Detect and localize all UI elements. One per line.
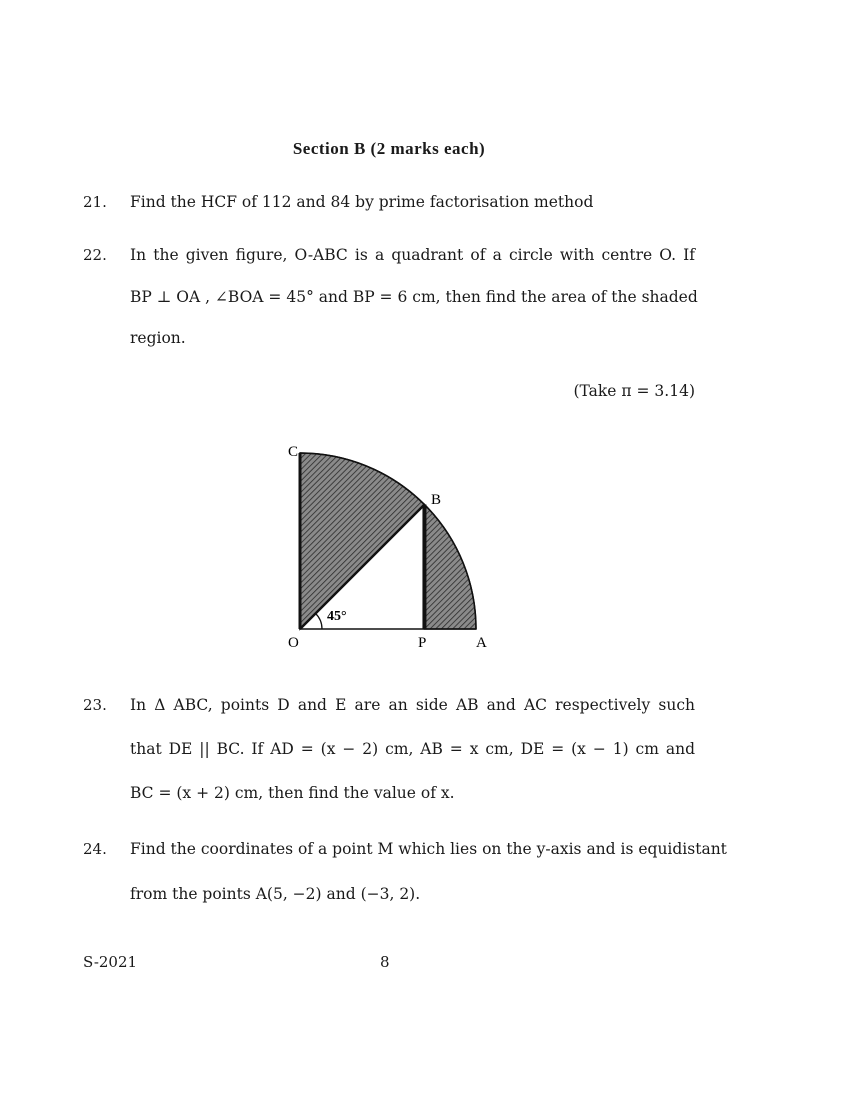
question-23-line-2: that DE || BC. If AD = (x − 2) cm, AB = x cm, DE = (x − 1) cm and — [130, 740, 695, 758]
pi-note: (Take π = 3.14) — [573, 382, 695, 400]
footer-page-number: 8 — [380, 953, 390, 971]
question-23-line-1: In Δ ABC, points D and E are an side AB and AC respectively such — [130, 696, 695, 714]
question-22-line-2: BP ⊥ OA , ∠BOA = 45° and BP = 6 cm, then find the area of the shaded — [130, 288, 698, 306]
question-23-line-3: BC = (x + 2) cm, then find the value of x. — [130, 784, 455, 802]
question-22-number: 22. — [83, 246, 107, 264]
quadrant-figure — [250, 435, 520, 655]
section-heading: Section B (2 marks each) — [292, 139, 486, 158]
label-b: B — [431, 492, 442, 508]
question-23-number: 23. — [83, 696, 107, 714]
label-c: C — [288, 444, 299, 460]
label-angle: 45° — [327, 609, 347, 624]
footer-code: S-2021 — [83, 953, 138, 971]
question-24-line-2: from the points A(5, −2) and (−3, 2). — [130, 885, 421, 903]
shaded-segment-right — [424, 505, 476, 629]
label-p: P — [418, 635, 427, 651]
question-24-number: 24. — [83, 840, 107, 858]
question-21-line-1: Find the HCF of 112 and 84 by prime factorisation method — [130, 193, 594, 211]
question-22-line-3: region. — [130, 329, 186, 347]
label-o: O — [288, 635, 299, 651]
question-21-number: 21. — [83, 193, 107, 211]
question-22-line-1: In the given figure, O-ABC is a quadrant of a circle with centre O. If — [130, 246, 695, 264]
label-a: A — [476, 635, 487, 651]
question-24-line-1: Find the coordinates of a point M which lies on the y-axis and is equidistant — [130, 840, 727, 858]
